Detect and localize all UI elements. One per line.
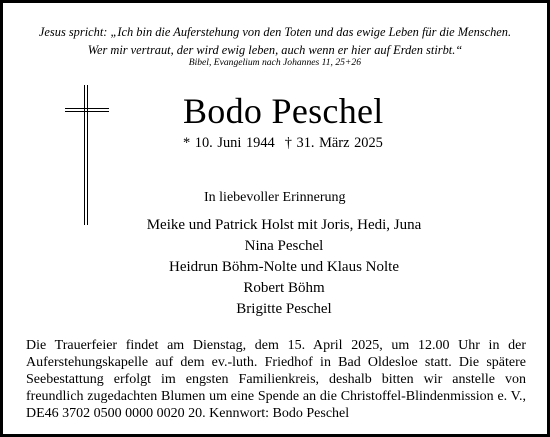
life-dates [183, 134, 383, 152]
funeral-details-line: Auferstehungskapelle auf dem ev.-luth. Friedhof in Bad Oldesloe statt. Die spätere [26, 355, 526, 370]
mourner-item: Nina Peschel [244, 238, 324, 254]
funeral-details [26, 337, 526, 422]
mourner-item: Heidrun Böhm-Nolte und Klaus Nolte [169, 259, 399, 275]
mourner-item: Robert Böhm [243, 280, 325, 296]
mourner-item: Meike und Patrick Holst mit Joris, Hedi, Juna [146, 217, 422, 233]
cross-icon [65, 85, 109, 225]
funeral-details-line: freundlich zugedachten Blumen um eine Spende an die Christoffel-Blindenmission e. V., [26, 389, 526, 404]
mourner-item: Brigitte Peschel [236, 301, 332, 317]
bible-quote-line-2: Wer mir vertraut, der wird ewig leben, auch wenn er hier auf Erden stirbt.“ [87, 43, 463, 57]
funeral-details-line: DE46 3702 0500 0000 0020 20. Kennwort: Bodo Peschel [26, 406, 350, 421]
funeral-details-line: Die Trauerfeier findet am Dienstag, dem 15. April 2025, um 12.00 Uhr in der [26, 338, 526, 353]
bible-quote-line-1: Jesus spricht: „Ich bin die Auferstehung von den Toten und das ewige Leben für die Menschen. [38, 25, 512, 39]
funeral-details-line: Seebestattung erfolgt im engsten Familienkreis, deshalb bitten wir anstelle von [26, 372, 526, 387]
deceased-name: Bodo Peschel [183, 91, 384, 131]
birth-date: * 10. Juni 1944 [183, 135, 275, 151]
death-date: † 31. März 2025 [284, 135, 383, 151]
memory-line: In liebevoller Erinnerung [204, 190, 346, 205]
bible-quote-source: Bibel, Evangelium nach Johannes 11, 25+26 [188, 57, 361, 68]
mourners-list [122, 215, 446, 320]
